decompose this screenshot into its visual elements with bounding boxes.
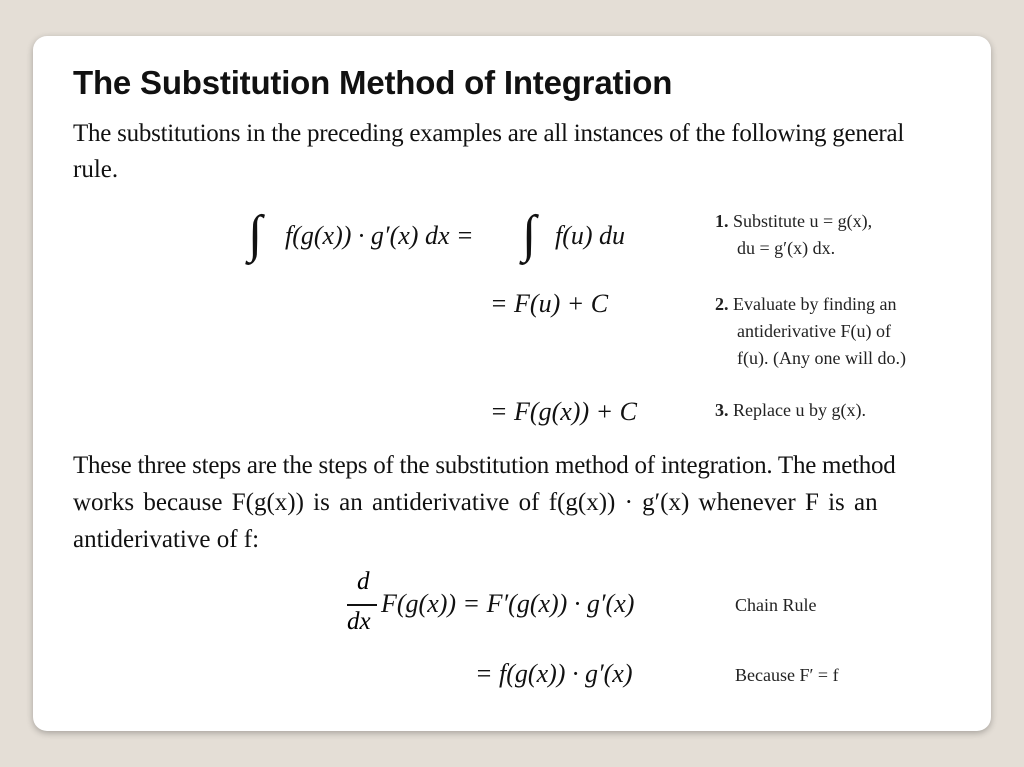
derivative-numerator: d	[357, 568, 370, 595]
chain-line-2: = f(g(x)) · g′(x)	[475, 659, 633, 688]
step-2-line-3: f(u). (Any one will do.)	[737, 348, 906, 368]
step-2-line-2: antiderivative F(u) of	[737, 321, 891, 341]
step-1-line-1: Substitute u = g(x),	[733, 211, 873, 231]
intro-line-2: rule.	[73, 156, 119, 183]
rule-lhs: f(g(x)) · g′(x) dx =	[285, 221, 474, 250]
integral-sign-right: ∫	[522, 206, 537, 263]
integral-sign-left: ∫	[248, 206, 263, 263]
explanation-line-1: These three steps are the steps of the substitution method of integration. The method	[73, 452, 896, 479]
slide-card	[33, 36, 991, 731]
rule-line-3: = F(g(x)) + C	[490, 397, 637, 426]
step-3-number: 3.	[715, 400, 729, 420]
derivative-fraction-bar	[347, 604, 377, 606]
step-2-note	[715, 291, 906, 372]
chain-rule-note: Chain Rule	[735, 595, 817, 615]
step-1-note	[715, 208, 872, 262]
derivative-denominator: dx	[347, 608, 371, 635]
step-2-line-1: Evaluate by finding an	[733, 294, 897, 314]
intro-line-1: The substitutions in the preceding examples are all instances of the following general	[73, 120, 905, 147]
explanation-line-2: works because F(g(x)) is an antiderivative of f(g(x)) · g′(x) whenever F is an	[73, 489, 878, 516]
page-title: The Substitution Method of Integration	[73, 64, 673, 101]
rule-rhs: f(u) du	[555, 221, 626, 250]
rule-line-2: = F(u) + C	[490, 289, 609, 318]
because-note: Because F′ = f	[735, 665, 839, 685]
step-1-line-2: du = g′(x) dx.	[737, 238, 836, 258]
explanation-line-3: antiderivative of f:	[73, 526, 260, 553]
step-3-note	[715, 397, 866, 424]
step-1-number: 1.	[715, 211, 729, 231]
step-3-line-1: Replace u by g(x).	[733, 400, 866, 420]
step-2-number: 2.	[715, 294, 729, 314]
chain-line-1: F(g(x)) = F′(g(x)) · g′(x)	[381, 589, 635, 618]
